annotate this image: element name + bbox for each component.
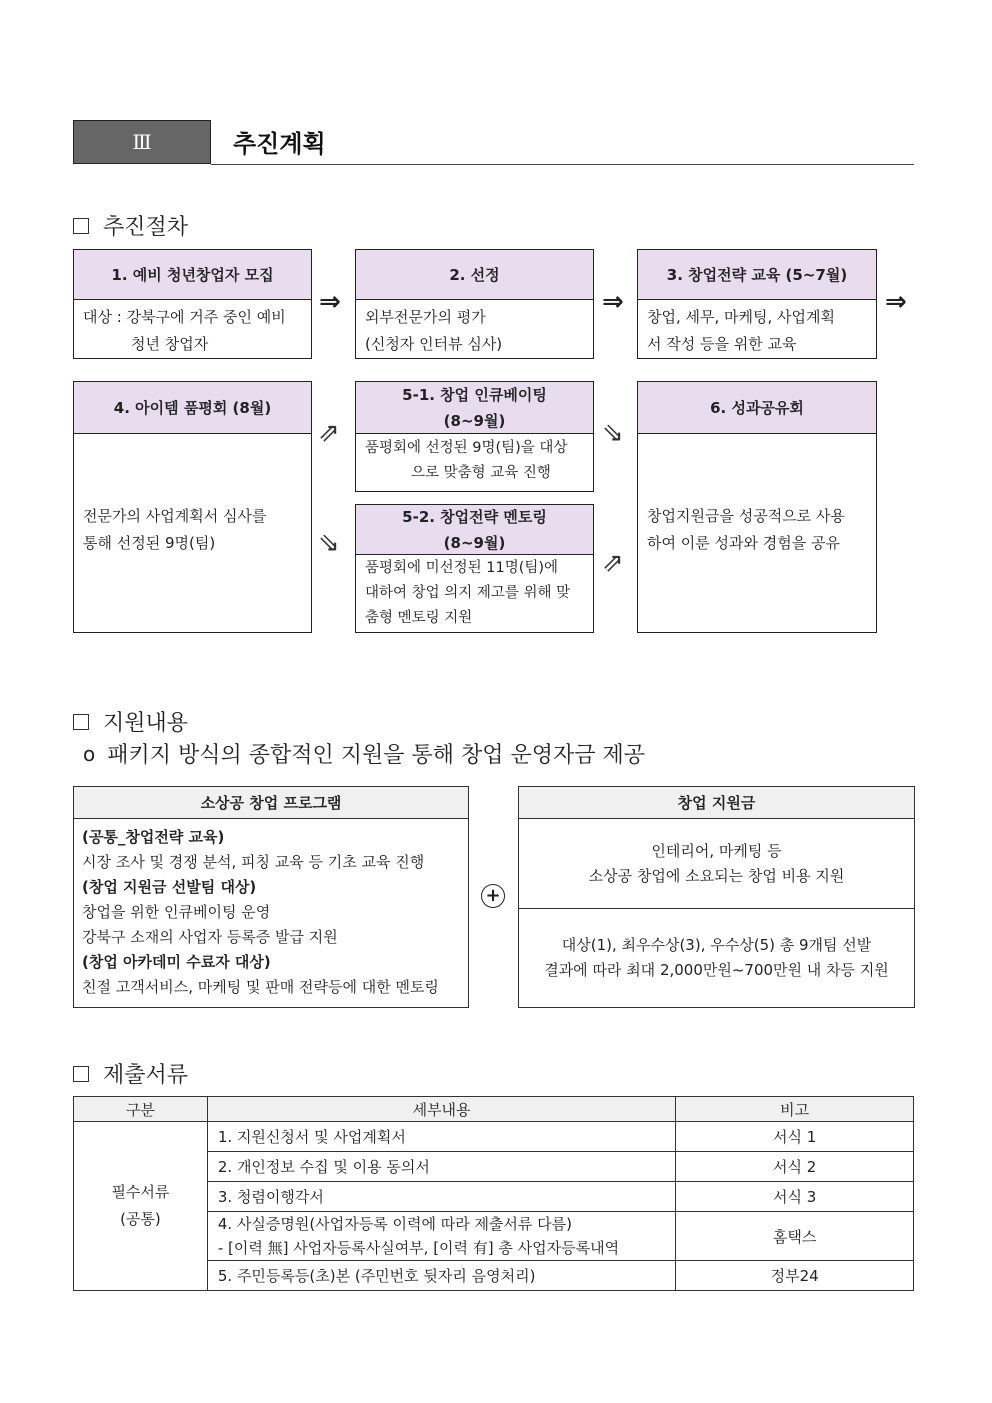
fund-line: 결과에 따라 최대 2,000만원~700만원 내 차등 지원 (544, 961, 889, 979)
documents-table (73, 1096, 914, 1291)
document-category-line: (공통) (120, 1210, 161, 1228)
step-3-box (637, 249, 877, 359)
step-5-2-line: 춤형 멘토링 지원 (365, 610, 473, 626)
fund-block-1 (519, 819, 914, 909)
document-note: 정부24 (676, 1261, 914, 1291)
procedure-heading-text: 추진절차 (103, 215, 189, 240)
arrow-right-icon: ⇒ (319, 287, 341, 317)
document-detail: 5. 주민등록등(초)본 (주민번호 뒷자리 음영처리) (207, 1261, 675, 1291)
column-header: 구분 (74, 1097, 208, 1122)
step-1-line: 대상 : 강북구에 거주 중인 예비 (83, 308, 286, 326)
step-4-line: 통해 선정된 9명(팀) (83, 534, 216, 552)
document-detail (207, 1212, 675, 1261)
fund-block-2 (519, 909, 914, 1007)
program-line: 창업을 위한 인큐베이팅 운영 (82, 903, 271, 921)
document-category (74, 1122, 208, 1291)
step-6-line: 창업지원금을 성공적으로 사용 (647, 507, 845, 525)
step-2-line: 외부전문가의 평가 (365, 308, 486, 326)
section-divider (211, 164, 914, 165)
checkbox-square-icon (73, 714, 89, 730)
step-5-2-title-line: 5-2. 창업전략 멘토링 (402, 507, 547, 526)
step-5-2-title-period: (8~9월) (443, 533, 506, 552)
arrow-right-icon: ⇒ (885, 287, 907, 317)
document-detail-line: 4. 사실증명원(사업자등록 이력에 따라 제출서류 다름) (217, 1215, 573, 1233)
document-note: 서식 3 (676, 1182, 914, 1212)
step-2-box (355, 249, 594, 359)
column-header: 비고 (676, 1097, 914, 1122)
step-4-line: 전문가의 사업계획서 심사를 (83, 507, 267, 525)
step-2-title: 2. 선정 (356, 250, 593, 300)
step-5-2-line: 품평회에 미선정된 11명(팀)에 (365, 560, 559, 576)
step-6-title: 6. 성과공유회 (638, 382, 876, 434)
documents-heading-text: 제출서류 (103, 1063, 189, 1088)
program-line: (창업 아카데미 수료자 대상) (82, 953, 271, 971)
table-row (74, 1122, 914, 1152)
program-line: 시장 조사 및 경쟁 분석, 피칭 교육 등 기초 교육 진행 (82, 853, 425, 871)
program-line: (공통_창업전략 교육) (82, 828, 225, 846)
fund-line: 소상공 창업에 소요되는 창업 비용 지원 (588, 866, 845, 885)
step-5-1-title-period: (8~9월) (443, 411, 506, 430)
step-5-1-title-line: 5-1. 창업 인큐베이팅 (402, 385, 547, 404)
step-3-title: 3. 창업전략 교육 (5~7월) (638, 250, 876, 300)
step-6-box (637, 381, 877, 633)
arrow-up-right-icon: ⇗ (602, 548, 624, 578)
step-3-body (638, 300, 876, 362)
document-note: 홈택스 (676, 1212, 914, 1261)
document-note: 서식 1 (676, 1122, 914, 1152)
support-subheading-text: 패키지 방식의 종합적인 지원을 통해 창업 운영자금 제공 (107, 743, 645, 768)
table-header-row (74, 1097, 914, 1122)
step-5-1-line: 품평회에 선정된 9명(팀)을 대상 (365, 440, 568, 456)
step-1-title: 1. 예비 청년창업자 모집 (74, 250, 311, 300)
checkbox-square-icon (73, 1066, 89, 1082)
step-5-2-box (355, 504, 594, 633)
arrow-down-right-icon: ⇘ (318, 528, 340, 558)
step-1-box (73, 249, 312, 359)
arrow-right-icon: ⇒ (602, 287, 624, 317)
arrow-up-right-icon: ⇗ (318, 418, 340, 448)
step-3-line: 창업, 세무, 마케팅, 사업계획 (647, 308, 835, 326)
program-line: 강북구 소재의 사업자 등록증 발급 지원 (82, 928, 338, 946)
bullet-icon: o (83, 741, 96, 766)
fund-table (518, 786, 915, 1008)
step-5-1-box (355, 381, 594, 492)
step-5-2-title (356, 505, 593, 555)
step-4-box (73, 381, 312, 633)
step-4-title: 4. 아이템 품평회 (8월) (74, 382, 311, 434)
step-6-body (638, 434, 876, 561)
program-table (73, 786, 469, 1008)
section-title: 추진계획 (233, 130, 326, 158)
arrow-down-right-icon: ⇘ (602, 418, 624, 448)
step-6-line: 하여 이룬 성과와 경험을 공유 (647, 534, 840, 552)
program-table-title: 소상공 창업 프로그램 (74, 787, 468, 819)
step-2-line: (신청자 인터뷰 심사) (365, 335, 503, 353)
plus-circle-icon: + (481, 884, 505, 908)
fund-line: 인테리어, 마케팅 등 (651, 841, 782, 860)
document-note: 서식 2 (676, 1152, 914, 1182)
support-heading-text: 지원내용 (103, 711, 189, 736)
step-1-body (74, 300, 311, 362)
step-5-2-line: 대하여 창업 의지 제고를 위해 맞 (365, 585, 571, 601)
step-5-1-body (356, 434, 593, 490)
document-category-line: 필수서류 (111, 1183, 170, 1201)
fund-line: 대상(1), 최우수상(3), 우수상(5) 총 9개팀 선발 (561, 936, 872, 954)
document-detail: 3. 청렴이행각서 (207, 1182, 675, 1212)
column-header: 세부내용 (207, 1097, 675, 1122)
program-line: (창업 지원금 선발팀 대상) (82, 878, 257, 896)
document-detail: 2. 개인정보 수집 및 이용 동의서 (207, 1152, 675, 1182)
step-5-1-line: 으로 맞춤형 교육 진행 (411, 465, 551, 481)
support-heading (73, 706, 188, 737)
procedure-heading (73, 210, 188, 241)
step-3-line: 서 작성 등을 위한 교육 (647, 335, 797, 353)
document-detail: 1. 지원신청서 및 사업계획서 (207, 1122, 675, 1152)
step-5-2-body (356, 555, 593, 635)
document-detail-line: - [이력 無] 사업자등록사실여부, [이력 有] 총 사업자등록내역 (217, 1239, 620, 1257)
program-table-body (74, 819, 468, 1000)
checkbox-square-icon (73, 218, 89, 234)
section-number: Ⅲ (73, 120, 211, 164)
fund-table-title: 창업 지원금 (519, 787, 914, 819)
documents-heading (73, 1058, 188, 1089)
step-5-1-title (356, 382, 593, 434)
step-2-body (356, 300, 593, 362)
program-line: 친절 고객서비스, 마케팅 및 판매 전략등에 대한 멘토링 (82, 978, 439, 996)
step-4-body (74, 434, 311, 561)
support-subheading (83, 738, 645, 769)
step-1-line: 청년 창업자 (131, 335, 209, 353)
